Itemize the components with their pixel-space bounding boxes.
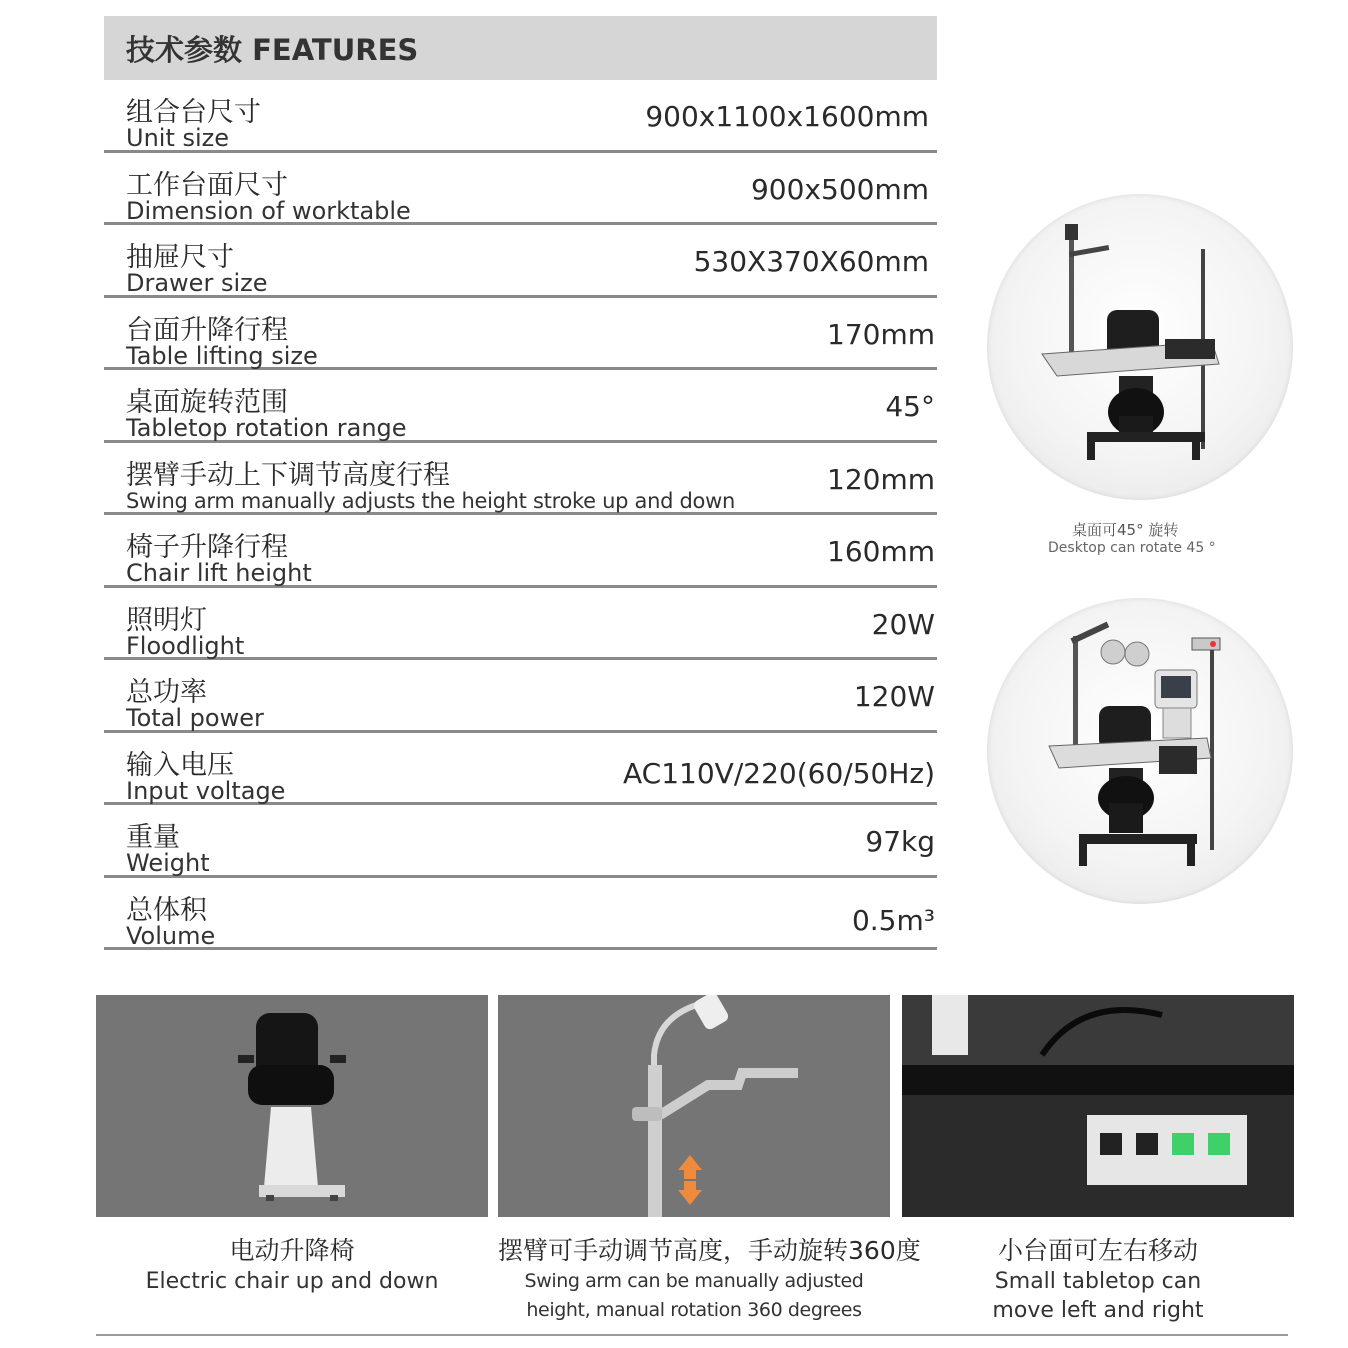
spec-row-swing-arm <box>104 443 937 516</box>
row-value: 160mm <box>827 535 935 568</box>
row-value: 120mm <box>827 462 935 496</box>
row-value: 120W <box>853 680 935 713</box>
row-value: 0.5m³ <box>851 903 935 937</box>
row-label-cn: 桌面旋转范围 <box>126 387 288 418</box>
row-label-cn: 输入电压 <box>126 749 234 781</box>
swing-arm-icon <box>498 995 890 1217</box>
feature-title-en: Swing arm can be manually adjusted height, manual rotation 360 degrees <box>524 1270 864 1321</box>
spec-row-total-power <box>104 660 937 733</box>
row-value: 900x1100x1600mm <box>645 100 929 133</box>
row-label-en: Chair lift height <box>126 559 312 587</box>
row-label-cn: 总体积 <box>126 894 207 926</box>
row-label-en: Floodlight <box>126 631 245 660</box>
row-value: 97kg <box>865 825 935 858</box>
row-label-cn: 照明灯 <box>126 604 207 636</box>
row-value: AC110V/220(60/50Hz) <box>623 756 935 790</box>
row-label-cn: 台面升降行程 <box>126 314 288 346</box>
product-image-unit <box>987 194 1293 500</box>
row-label-en: Dimension of worktable <box>126 196 411 225</box>
row-label-en: Total power <box>126 704 264 732</box>
ophthalmic-unit-instruments-illustration <box>987 598 1293 904</box>
spec-header: 技术参数 FEATURES <box>104 16 937 80</box>
row-label-en: Table lifting size <box>126 341 318 370</box>
feature-card-small-tabletop <box>902 995 1294 1323</box>
feature-title-en: Electric chair up and down <box>145 1269 439 1294</box>
row-label-cn: 重量 <box>126 822 180 853</box>
feature-title-cn: 电动升降椅 <box>229 1236 355 1265</box>
spec-row-worktable <box>104 153 937 226</box>
spec-row-volume <box>104 878 937 951</box>
feature-title-cn: 摆臂可手动调节高度，手动旋转360度 <box>498 1236 921 1265</box>
spec-row-table-lifting <box>104 298 937 371</box>
row-label-en: Drawer size <box>126 269 268 297</box>
feature-title-en: Small tabletop can move left and right <box>992 1269 1204 1323</box>
control-panel-icon <box>902 995 1294 1217</box>
row-value: 170mm <box>827 317 935 351</box>
spec-row-input-voltage <box>104 733 937 806</box>
product-caption-en: Desktop can rotate 45 ° <box>1048 540 1216 556</box>
row-label-en: Unit size <box>126 124 230 152</box>
spec-row-chair-lift <box>104 515 937 588</box>
row-label-cn: 工作台面尺寸 <box>126 169 288 201</box>
row-label-cn: 组合台尺寸 <box>126 97 261 128</box>
spec-row-unit-size <box>104 80 937 153</box>
feature-title-cn: 小台面可左右移动 <box>997 1236 1198 1265</box>
spec-row-weight <box>104 805 937 878</box>
feature-card-swing-arm <box>498 995 921 1321</box>
row-label-cn: 抽屉尺寸 <box>126 242 234 273</box>
row-value: 45° <box>885 390 935 423</box>
spec-row-floodlight <box>104 588 937 661</box>
chair-icon <box>96 995 488 1217</box>
row-label-en: Tabletop rotation range <box>126 414 407 442</box>
feature-photo <box>498 995 890 1217</box>
product-image-unit-with-instruments <box>987 598 1293 904</box>
row-label-en: Input voltage <box>126 776 286 805</box>
row-label-en: Volume <box>126 921 216 950</box>
spec-row-rotation <box>104 370 937 443</box>
ophthalmic-unit-illustration <box>987 194 1293 500</box>
row-value: 900x500mm <box>750 172 929 206</box>
row-value: 20W <box>871 607 935 641</box>
feature-photo <box>902 995 1294 1217</box>
row-label-cn: 摆臂手动上下调节高度行程 <box>126 459 450 491</box>
row-label-en: Weight <box>126 849 210 877</box>
row-label-en: Swing arm manually adjusts the height stroke up and down <box>126 488 735 513</box>
row-value: 530X370X60mm <box>693 245 929 278</box>
spec-table <box>104 16 937 950</box>
product-caption-cn: 桌面可45° 旋转 <box>1072 521 1179 539</box>
feature-photo <box>96 995 488 1217</box>
bottom-divider <box>96 1334 1288 1336</box>
row-label-cn: 椅子升降行程 <box>126 532 288 563</box>
feature-card-electric-chair <box>96 995 488 1294</box>
spec-row-drawer <box>104 225 937 298</box>
row-label-cn: 总功率 <box>126 677 207 708</box>
